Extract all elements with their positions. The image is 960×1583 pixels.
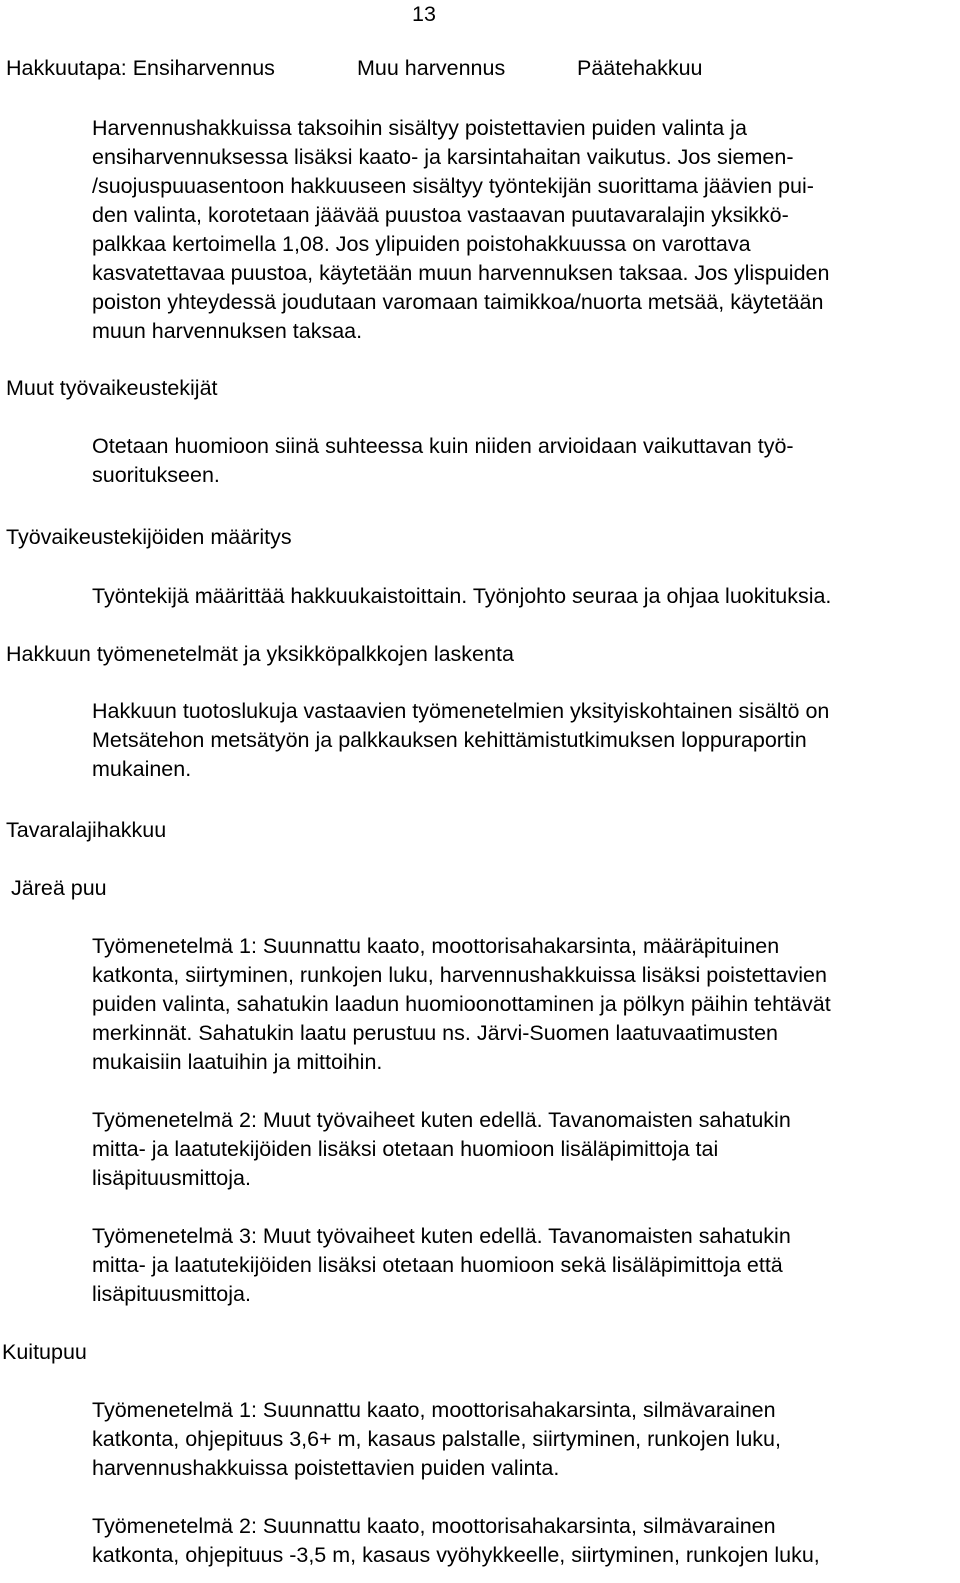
pulpwood-method-1 (92, 1396, 952, 1483)
work-methods-text (92, 697, 952, 784)
paragraph-line: katkonta, siirtyminen, runkojen luku, harvennushakkuissa lisäksi poistettavien (92, 963, 827, 987)
paragraph-line: merkinnät. Sahatukin laatu perustuu ns. Järvi-Suomen laatuvaatimusten (92, 1021, 778, 1045)
paragraph-line: Työmenetelmä 1: Suunnattu kaato, moottorisahakarsinta, silmävarainen (92, 1398, 776, 1422)
large-timber-method-2 (92, 1106, 952, 1193)
paragraph-line: den valinta, korotetaan jäävää puustoa vastaavan puutavaralajin yksikkö- (92, 203, 789, 227)
other-difficulty-factors-text (92, 432, 952, 490)
paragraph-line: kasvatettavaa puustoa, käytetään muun harvennuksen taksaa. Jos ylispuiden (92, 261, 830, 285)
paragraph-line: Työmenetelmä 3: Muut työvaiheet kuten edellä. Tavanomaisten sahatukin (92, 1224, 791, 1248)
factor-determination-text (92, 582, 952, 611)
paragraph-line: Työntekijä määrittää hakkuukaistoittain. Työnjohto seuraa ja ohjaa luokituksia. (92, 584, 832, 608)
paragraph-line: /suojuspuuasentoon hakkuuseen sisältyy työntekijän suorittama jäävien pui- (92, 174, 814, 198)
paragraph-line: Otetaan huomioon siinä suhteessa kuin niiden arvioidaan vaikuttavan työ- (92, 434, 794, 458)
paragraph-line: ensiharvennuksessa lisäksi kaato- ja karsintahaitan vaikutus. Jos siemen- (92, 145, 794, 169)
paragraph-line: katkonta, ohjepituus -3,5 m, kasaus vyöhykkeelle, siirtyminen, runkojen luku, (92, 1543, 820, 1567)
section-heading-other-difficulty-factors: Muut työvaikeustekijät (6, 376, 218, 400)
subheading-pulpwood: Kuitupuu (2, 1340, 87, 1364)
paragraph-line: Hakkuun tuotoslukuja vastaavien työmenetelmien yksityiskohtainen sisältö on (92, 699, 830, 723)
page-number: 13 (412, 2, 436, 26)
logging-method-label: Hakkuutapa: Ensiharvennus (6, 56, 275, 80)
section-heading-work-methods: Hakkuun työmenetelmät ja yksikköpalkkojen laskenta (6, 642, 514, 666)
logging-method-option-paatehakkuu: Päätehakkuu (577, 56, 703, 80)
paragraph-line: Työmenetelmä 1: Suunnattu kaato, moottorisahakarsinta, määräpituinen (92, 934, 780, 958)
paragraph-line: Harvennushakkuissa taksoihin sisältyy poistettavien puiden valinta ja (92, 116, 747, 140)
paragraph-line: mitta- ja laatutekijöiden lisäksi otetaan huomioon sekä lisäläpimittoja että (92, 1253, 783, 1277)
paragraph-line: suoritukseen. (92, 463, 220, 487)
paragraph-line: muun harvennuksen taksaa. (92, 319, 363, 343)
pulpwood-method-2 (92, 1512, 952, 1570)
paragraph-line: mukaisiin laatuihin ja mittoihin. (92, 1050, 383, 1074)
paragraph-line: poiston yhteydessä joudutaan varomaan taimikkoa/nuorta metsää, käytetään (92, 290, 824, 314)
large-timber-method-3 (92, 1222, 952, 1309)
paragraph-line: Työmenetelmä 2: Muut työvaiheet kuten edellä. Tavanomaisten sahatukin (92, 1108, 791, 1132)
paragraph-line: mukainen. (92, 757, 192, 781)
large-timber-method-1 (92, 932, 952, 1077)
paragraph-line: puiden valinta, sahatukin laadun huomioonottaminen ja pölkyn päihin tehtävät (92, 992, 831, 1016)
paragraph-line: Työmenetelmä 2: Suunnattu kaato, moottorisahakarsinta, silmävarainen (92, 1514, 776, 1538)
section-heading-assortment-logging: Tavaralajihakkuu (6, 818, 167, 842)
paragraph-line: mitta- ja laatutekijöiden lisäksi otetaan huomioon lisäläpimittoja tai (92, 1137, 719, 1161)
subheading-large-timber: Järeä puu (11, 876, 107, 900)
paragraph-line: katkonta, ohjepituus 3,6+ m, kasaus palstalle, siirtyminen, runkojen luku, (92, 1427, 781, 1451)
paragraph-line: Metsätehon metsätyön ja palkkauksen kehittämistutkimuksen loppuraportin (92, 728, 807, 752)
logging-method-option-muu-harvennus: Muu harvennus (357, 56, 506, 80)
paragraph-line: lisäpituusmittoja. (92, 1166, 251, 1190)
paragraph-line: lisäpituusmittoja. (92, 1282, 251, 1306)
thinning-paragraph (92, 114, 952, 346)
paragraph-line: harvennushakkuissa poistettavien puiden valinta. (92, 1456, 560, 1480)
section-heading-factor-determination: Työvaikeustekijöiden määritys (6, 525, 292, 549)
paragraph-line: palkkaa kertoimella 1,08. Jos ylipuiden poistohakkuussa on varottava (92, 232, 751, 256)
